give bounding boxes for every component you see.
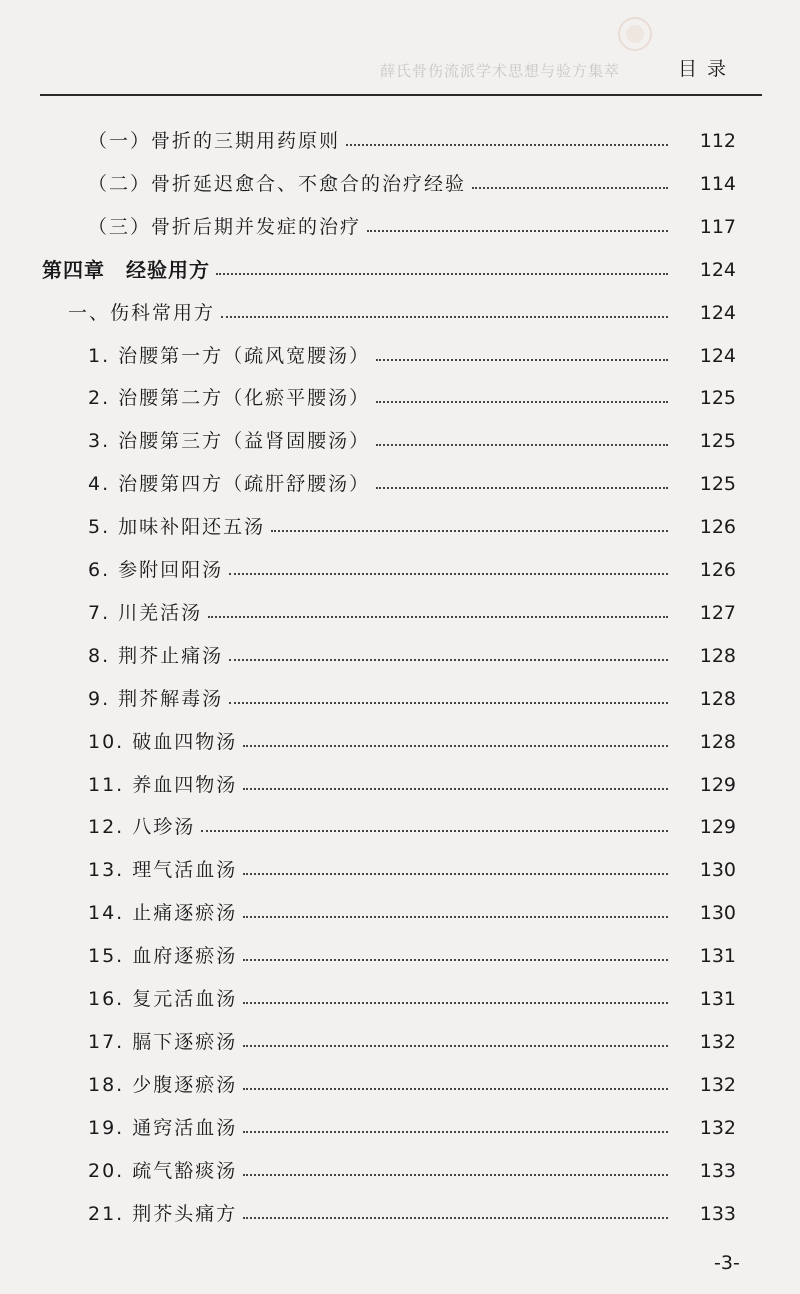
- toc-row[interactable]: [0, 1066, 800, 1098]
- toc-row[interactable]: [0, 508, 800, 540]
- page-ref: 125: [699, 473, 736, 496]
- entry-title: （三）骨折后期并发症的治疗: [88, 215, 362, 238]
- dot-leader: [243, 1217, 668, 1219]
- entry-title: 19. 通窍活血汤: [88, 1116, 238, 1139]
- page-ref: 130: [699, 859, 736, 882]
- toc-row[interactable]: [0, 808, 800, 840]
- page-ref: 128: [699, 687, 736, 710]
- toc-row[interactable]: [0, 422, 800, 454]
- toc-row[interactable]: [0, 122, 800, 154]
- dot-leader: [243, 959, 668, 961]
- page-ref: 133: [699, 1159, 736, 1182]
- toc-row[interactable]: [0, 465, 800, 497]
- entry-title: 18. 少腹逐瘀汤: [88, 1073, 238, 1096]
- dot-leader: [376, 444, 668, 446]
- dot-leader: [243, 873, 668, 875]
- entry-title: 9. 荆芥解毒汤: [88, 687, 224, 710]
- dot-leader: [208, 616, 668, 618]
- toc-row[interactable]: [0, 680, 800, 712]
- toc-row[interactable]: [0, 1023, 800, 1055]
- toc-row[interactable]: [0, 165, 800, 197]
- publisher-logo-icon: [612, 14, 658, 54]
- toc-row[interactable]: [0, 1152, 800, 1184]
- page-ref: 114: [699, 172, 736, 195]
- chapter-title: 第四章 经验用方: [42, 257, 210, 282]
- dot-leader: [229, 659, 668, 661]
- toc-row[interactable]: [0, 1195, 800, 1227]
- page-ref: 124: [699, 344, 736, 367]
- entry-title: 6. 参附回阳汤: [88, 559, 224, 581]
- toc-row[interactable]: [0, 251, 800, 283]
- section-title: 一、伤科常用方: [68, 301, 216, 324]
- dot-leader: [376, 401, 668, 403]
- page-ref: 130: [699, 902, 736, 925]
- page-ref: 124: [699, 258, 736, 281]
- dot-leader: [243, 1088, 668, 1090]
- toc-row[interactable]: [0, 294, 800, 326]
- entry-title: 3. 治腰第三方（益肾固腰汤）: [88, 430, 371, 453]
- dot-leader: [346, 144, 668, 146]
- entry-title: 20. 疏气豁痰汤: [88, 1159, 238, 1182]
- toc-row[interactable]: [0, 980, 800, 1012]
- toc-row[interactable]: [0, 637, 800, 669]
- entry-title: 8. 荆芥止痛汤: [88, 644, 224, 667]
- page-header: [0, 0, 800, 100]
- dot-leader: [216, 273, 668, 275]
- entry-title: 5. 加味补阳还五汤: [88, 516, 266, 539]
- entry-title: 7. 川羌活汤: [88, 601, 203, 624]
- dot-leader: [201, 830, 668, 832]
- dot-leader: [243, 916, 668, 918]
- page-ref: 128: [699, 730, 736, 753]
- toc-row[interactable]: [0, 551, 800, 583]
- page-ref: 127: [699, 601, 736, 624]
- page-number: -3-: [714, 1252, 740, 1274]
- page-ref: 131: [699, 988, 736, 1010]
- dot-leader: [271, 530, 668, 532]
- page-ref: 132: [699, 1073, 736, 1096]
- toc-row[interactable]: [0, 1109, 800, 1141]
- entry-title: 14. 止痛逐瘀汤: [88, 902, 238, 925]
- toc-row[interactable]: [0, 379, 800, 411]
- entry-title: 21. 荆芥头痛方: [88, 1202, 238, 1225]
- page-ref: 132: [699, 1030, 736, 1053]
- entry-title: 1. 治腰第一方（疏风宽腰汤）: [88, 344, 371, 367]
- toc-row[interactable]: [0, 851, 800, 883]
- page-ref: 124: [699, 301, 736, 324]
- header-rule: [40, 94, 762, 96]
- dot-leader: [367, 230, 668, 232]
- dot-leader: [243, 1131, 668, 1133]
- page-ref: 128: [699, 644, 736, 667]
- page-ref: 131: [699, 945, 736, 968]
- toc-row[interactable]: [0, 337, 800, 369]
- page-ref: 125: [699, 430, 736, 453]
- page-ref: 132: [699, 1116, 736, 1139]
- page-ref: 133: [699, 1202, 736, 1225]
- dot-leader: [229, 702, 668, 704]
- entry-title: （一）骨折的三期用药原则: [88, 130, 341, 152]
- dot-leader: [221, 316, 668, 318]
- toc-row[interactable]: [0, 894, 800, 926]
- dot-leader: [472, 187, 668, 189]
- toc-row[interactable]: [0, 937, 800, 969]
- entry-title: （二）骨折延迟愈合、不愈合的治疗经验: [88, 172, 467, 195]
- page-ref: 126: [699, 516, 736, 539]
- entry-title: 4. 治腰第四方（疏肝舒腰汤）: [88, 473, 371, 496]
- dot-leader: [243, 1045, 668, 1047]
- dot-leader: [243, 1174, 668, 1176]
- toc-row[interactable]: [0, 766, 800, 798]
- entry-title: 16. 复元活血汤: [88, 988, 238, 1010]
- section-title: 目录: [677, 58, 736, 80]
- entry-title: 17. 膈下逐瘀汤: [88, 1030, 238, 1053]
- page-ref: 129: [699, 816, 736, 839]
- page-ref: 112: [699, 130, 736, 152]
- dot-leader: [376, 359, 668, 361]
- running-title: 薛氏骨伤流派学术思想与验方集萃: [380, 62, 621, 80]
- entry-title: 10. 破血四物汤: [88, 730, 238, 753]
- entry-title: 13. 理气活血汤: [88, 859, 238, 882]
- page-ref: 125: [699, 387, 736, 410]
- page-ref: 126: [699, 559, 736, 581]
- toc-row[interactable]: [0, 594, 800, 626]
- entry-title: 11. 养血四物汤: [88, 773, 238, 796]
- dot-leader: [243, 1002, 668, 1004]
- toc-row[interactable]: [0, 208, 800, 240]
- dot-leader: [229, 573, 668, 575]
- dot-leader: [243, 788, 668, 790]
- entry-title: 2. 治腰第二方（化瘀平腰汤）: [88, 387, 371, 410]
- dot-leader: [376, 487, 668, 489]
- entry-title: 15. 血府逐瘀汤: [88, 945, 238, 968]
- page-ref: 129: [699, 773, 736, 796]
- entry-title: 12. 八珍汤: [88, 816, 196, 839]
- page-ref: 117: [699, 215, 736, 238]
- toc-row[interactable]: [0, 723, 800, 755]
- dot-leader: [243, 745, 668, 747]
